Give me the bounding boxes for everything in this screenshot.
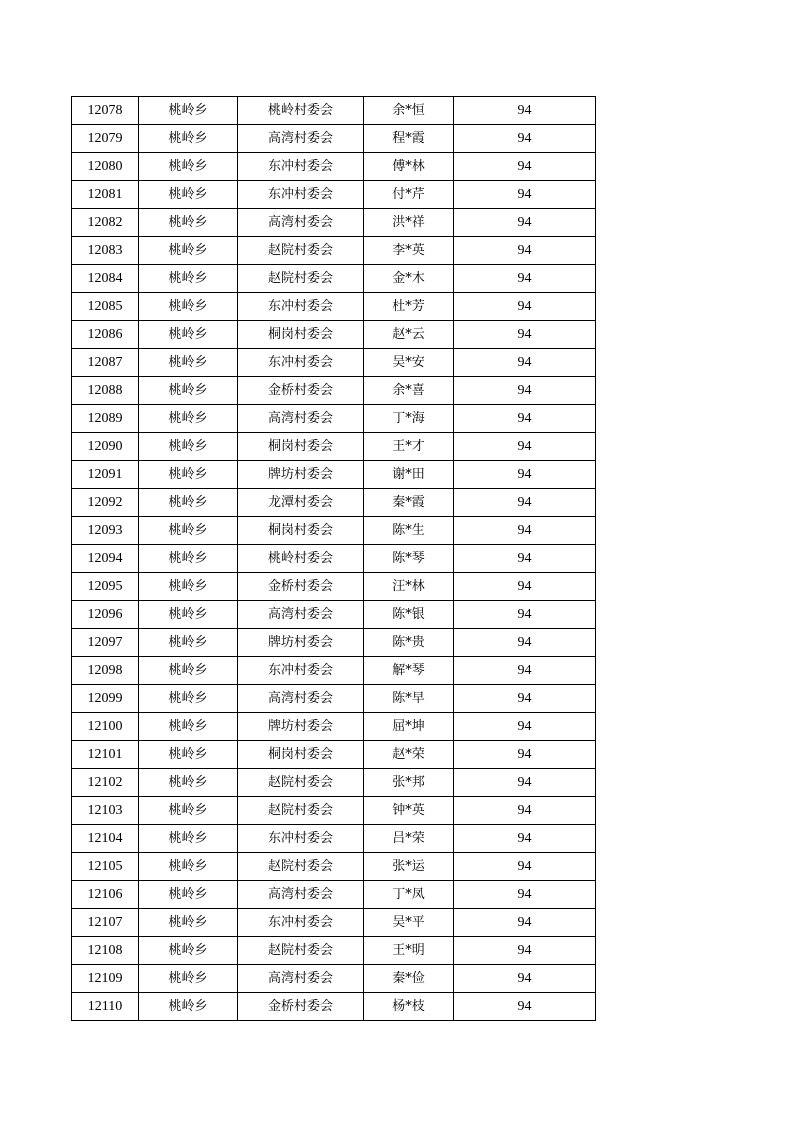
cell-town: 桃岭乡 [139,573,238,601]
cell-score: 94 [454,489,596,517]
cell-id: 12105 [72,853,139,881]
cell-id: 12082 [72,209,139,237]
cell-town: 桃岭乡 [139,909,238,937]
table-row [72,125,596,153]
cell-village: 高湾村委会 [238,881,364,909]
cell-town: 桃岭乡 [139,713,238,741]
table-row [72,881,596,909]
table-row [72,181,596,209]
cell-score: 94 [454,181,596,209]
cell-id: 12093 [72,517,139,545]
cell-score: 94 [454,517,596,545]
cell-name: 丁*海 [364,405,454,433]
cell-score: 94 [454,405,596,433]
table-row [72,909,596,937]
table-row [72,405,596,433]
cell-score: 94 [454,573,596,601]
cell-village: 高湾村委会 [238,405,364,433]
cell-town: 桃岭乡 [139,685,238,713]
cell-name: 秦*霞 [364,489,454,517]
cell-town: 桃岭乡 [139,97,238,125]
cell-score: 94 [454,853,596,881]
cell-id: 12079 [72,125,139,153]
cell-village: 赵院村委会 [238,937,364,965]
cell-score: 94 [454,657,596,685]
cell-village: 赵院村委会 [238,769,364,797]
table-row [72,461,596,489]
cell-name: 谢*田 [364,461,454,489]
cell-name: 陈*琴 [364,545,454,573]
cell-town: 桃岭乡 [139,125,238,153]
table-row [72,993,596,1021]
cell-id: 12090 [72,433,139,461]
cell-town: 桃岭乡 [139,657,238,685]
cell-id: 12085 [72,293,139,321]
table-row [72,209,596,237]
cell-score: 94 [454,433,596,461]
cell-village: 龙潭村委会 [238,489,364,517]
cell-name: 余*喜 [364,377,454,405]
cell-score: 94 [454,153,596,181]
cell-town: 桃岭乡 [139,489,238,517]
cell-name: 吕*荣 [364,825,454,853]
table-row [72,797,596,825]
cell-village: 东冲村委会 [238,349,364,377]
cell-id: 12080 [72,153,139,181]
cell-name: 汪*林 [364,573,454,601]
cell-village: 牌坊村委会 [238,629,364,657]
cell-name: 解*琴 [364,657,454,685]
cell-village: 高湾村委会 [238,125,364,153]
cell-name: 张*运 [364,853,454,881]
cell-score: 94 [454,321,596,349]
cell-town: 桃岭乡 [139,853,238,881]
cell-id: 12103 [72,797,139,825]
cell-id: 12087 [72,349,139,377]
cell-name: 杜*芳 [364,293,454,321]
cell-village: 牌坊村委会 [238,461,364,489]
cell-town: 桃岭乡 [139,601,238,629]
cell-score: 94 [454,713,596,741]
cell-score: 94 [454,825,596,853]
cell-name: 王*才 [364,433,454,461]
cell-name: 陈*贵 [364,629,454,657]
cell-town: 桃岭乡 [139,741,238,769]
cell-town: 桃岭乡 [139,153,238,181]
cell-name: 余*恒 [364,97,454,125]
cell-score: 94 [454,769,596,797]
cell-village: 金桥村委会 [238,993,364,1021]
cell-town: 桃岭乡 [139,517,238,545]
cell-name: 吴*平 [364,909,454,937]
cell-village: 东冲村委会 [238,293,364,321]
cell-score: 94 [454,685,596,713]
cell-town: 桃岭乡 [139,293,238,321]
cell-name: 付*芹 [364,181,454,209]
cell-town: 桃岭乡 [139,181,238,209]
table-row [72,769,596,797]
cell-id: 12100 [72,713,139,741]
cell-score: 94 [454,993,596,1021]
cell-village: 金桥村委会 [238,377,364,405]
cell-name: 赵*云 [364,321,454,349]
cell-id: 12097 [72,629,139,657]
cell-id: 12106 [72,881,139,909]
cell-name: 丁*凤 [364,881,454,909]
cell-town: 桃岭乡 [139,797,238,825]
cell-score: 94 [454,349,596,377]
cell-town: 桃岭乡 [139,209,238,237]
cell-village: 东冲村委会 [238,657,364,685]
cell-id: 12101 [72,741,139,769]
cell-name: 陈*银 [364,601,454,629]
cell-village: 桃岭村委会 [238,97,364,125]
cell-id: 12088 [72,377,139,405]
cell-village: 东冲村委会 [238,181,364,209]
cell-score: 94 [454,629,596,657]
table-row [72,825,596,853]
cell-score: 94 [454,377,596,405]
cell-name: 张*邦 [364,769,454,797]
cell-village: 东冲村委会 [238,909,364,937]
cell-town: 桃岭乡 [139,965,238,993]
table-row [72,937,596,965]
table-row [72,573,596,601]
cell-village: 牌坊村委会 [238,713,364,741]
cell-name: 屈*坤 [364,713,454,741]
cell-town: 桃岭乡 [139,237,238,265]
cell-name: 洪*祥 [364,209,454,237]
cell-id: 12108 [72,937,139,965]
cell-village: 东冲村委会 [238,825,364,853]
table-row [72,853,596,881]
table-row [72,321,596,349]
cell-village: 东冲村委会 [238,153,364,181]
cell-village: 高湾村委会 [238,209,364,237]
table-row [72,713,596,741]
cell-id: 12099 [72,685,139,713]
cell-score: 94 [454,965,596,993]
cell-name: 傅*林 [364,153,454,181]
cell-town: 桃岭乡 [139,349,238,377]
cell-score: 94 [454,125,596,153]
cell-village: 高湾村委会 [238,965,364,993]
cell-town: 桃岭乡 [139,545,238,573]
cell-village: 赵院村委会 [238,853,364,881]
data-table [71,96,596,1021]
cell-name: 王*明 [364,937,454,965]
cell-score: 94 [454,97,596,125]
table-row [72,685,596,713]
cell-name: 程*霞 [364,125,454,153]
table-row [72,377,596,405]
cell-score: 94 [454,601,596,629]
cell-name: 吴*安 [364,349,454,377]
cell-id: 12095 [72,573,139,601]
cell-town: 桃岭乡 [139,405,238,433]
table-row [72,517,596,545]
cell-score: 94 [454,545,596,573]
cell-score: 94 [454,461,596,489]
cell-score: 94 [454,881,596,909]
cell-town: 桃岭乡 [139,461,238,489]
cell-town: 桃岭乡 [139,321,238,349]
cell-score: 94 [454,209,596,237]
cell-id: 12110 [72,993,139,1021]
cell-id: 12084 [72,265,139,293]
cell-name: 金*木 [364,265,454,293]
table-row [72,97,596,125]
cell-town: 桃岭乡 [139,993,238,1021]
table-body [72,97,596,1021]
cell-id: 12092 [72,489,139,517]
cell-name: 陈*生 [364,517,454,545]
cell-score: 94 [454,741,596,769]
table-row [72,657,596,685]
cell-id: 12104 [72,825,139,853]
table-row [72,489,596,517]
cell-town: 桃岭乡 [139,937,238,965]
cell-village: 赵院村委会 [238,797,364,825]
cell-score: 94 [454,937,596,965]
table-row [72,237,596,265]
cell-town: 桃岭乡 [139,377,238,405]
cell-id: 12081 [72,181,139,209]
table-row [72,601,596,629]
cell-score: 94 [454,909,596,937]
cell-village: 高湾村委会 [238,685,364,713]
cell-town: 桃岭乡 [139,629,238,657]
table-row [72,349,596,377]
cell-village: 赵院村委会 [238,237,364,265]
cell-village: 高湾村委会 [238,601,364,629]
cell-id: 12109 [72,965,139,993]
cell-id: 12086 [72,321,139,349]
table-row [72,265,596,293]
cell-id: 12098 [72,657,139,685]
cell-score: 94 [454,265,596,293]
cell-town: 桃岭乡 [139,433,238,461]
cell-town: 桃岭乡 [139,769,238,797]
cell-name: 杨*枝 [364,993,454,1021]
table-row [72,433,596,461]
cell-score: 94 [454,293,596,321]
cell-id: 12102 [72,769,139,797]
table-row [72,965,596,993]
cell-village: 桐岗村委会 [238,517,364,545]
cell-id: 12094 [72,545,139,573]
cell-id: 12096 [72,601,139,629]
table-row [72,545,596,573]
cell-name: 陈*早 [364,685,454,713]
cell-town: 桃岭乡 [139,881,238,909]
cell-name: 钟*英 [364,797,454,825]
cell-id: 12091 [72,461,139,489]
cell-name: 李*英 [364,237,454,265]
cell-id: 12078 [72,97,139,125]
cell-town: 桃岭乡 [139,825,238,853]
cell-name: 秦*俭 [364,965,454,993]
cell-village: 赵院村委会 [238,265,364,293]
cell-name: 赵*荣 [364,741,454,769]
cell-score: 94 [454,797,596,825]
cell-id: 12107 [72,909,139,937]
cell-village: 桐岗村委会 [238,321,364,349]
cell-village: 桃岭村委会 [238,545,364,573]
cell-id: 12089 [72,405,139,433]
table-row [72,153,596,181]
cell-score: 94 [454,237,596,265]
cell-village: 桐岗村委会 [238,433,364,461]
cell-town: 桃岭乡 [139,265,238,293]
cell-id: 12083 [72,237,139,265]
table-row [72,293,596,321]
table-row [72,629,596,657]
cell-village: 金桥村委会 [238,573,364,601]
cell-village: 桐岗村委会 [238,741,364,769]
table-row [72,741,596,769]
